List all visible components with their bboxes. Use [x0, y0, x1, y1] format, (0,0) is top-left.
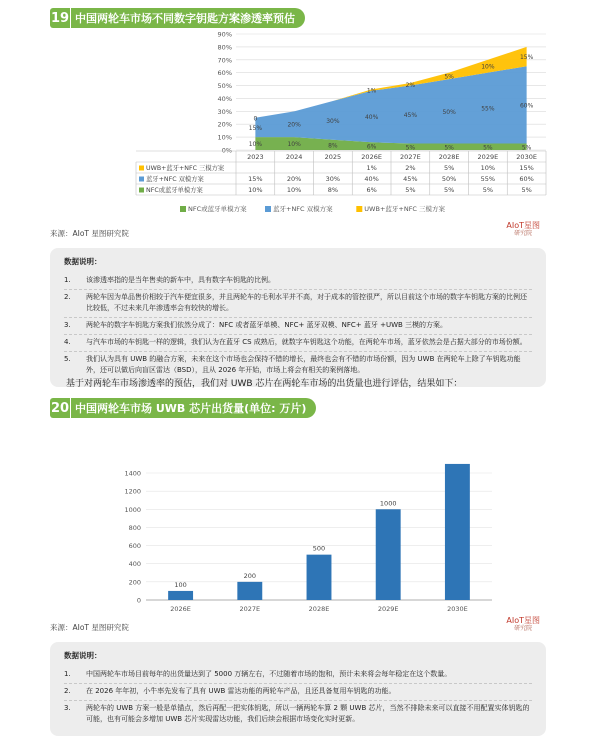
x-category-label: 2025	[324, 153, 342, 161]
x-category-label: 2028E	[438, 153, 460, 161]
legend-label: NFC或蓝牙单模方案	[188, 205, 247, 213]
data-notes-2	[50, 642, 546, 736]
table-cell: 5%	[405, 186, 416, 194]
note-item	[64, 684, 532, 701]
y-tick-label: 200	[128, 578, 141, 587]
brand-logo-2	[506, 617, 540, 632]
bar	[376, 509, 401, 600]
y-tick-label: 50%	[217, 82, 232, 91]
bar	[307, 555, 332, 600]
area-data-label: 60%	[519, 102, 534, 110]
note-text: 在 2026 年年初，小牛率先发布了具有 UWB 雷达功能的两轮车产品，且还具备复用车钥匙的功能。	[86, 687, 396, 695]
x-category-label: 2027E	[239, 605, 261, 613]
note-item	[64, 290, 532, 318]
note-number: 2.	[64, 293, 71, 301]
area-data-label: 20%	[287, 121, 301, 129]
table-row-label: UWB+蓝牙+NFC 三模方案	[146, 165, 225, 172]
table-row-label: 蓝牙+NFC 双模方案	[146, 176, 204, 183]
logo-text: AIoT星图	[506, 221, 540, 230]
note-item	[64, 701, 532, 728]
table-cell: 5%	[443, 164, 455, 172]
legend-key	[139, 188, 144, 193]
notes-heading: 数据说明：	[64, 651, 102, 660]
y-tick-label: 80%	[217, 43, 232, 52]
table-cell: 10%	[480, 164, 496, 172]
y-tick-label: 1200	[124, 487, 141, 496]
logo-text: AIoT星图	[506, 616, 540, 625]
x-category-label: 2030E	[447, 605, 468, 613]
notes-heading: 数据说明：	[64, 257, 102, 266]
table-cell: 5%	[521, 186, 532, 194]
note-text: 与汽车市场的车钥匙一样的逻辑，我们认为在蓝牙 CS 成熟后，就数字车钥匙这个功能，在两轮车市场，蓝牙依然会是占据大部分的市场份额。	[86, 338, 527, 346]
logo-subtext: 研究院	[514, 229, 533, 237]
notes-list	[64, 667, 532, 728]
y-tick-label: 800	[128, 523, 141, 532]
area-data-label: 10%	[287, 141, 301, 149]
legend-key	[139, 166, 144, 171]
legend-swatch	[356, 206, 362, 212]
table-cell: 1%	[366, 164, 377, 172]
area-data-label: 15%	[519, 54, 534, 62]
shipment-bar-chart	[100, 415, 500, 625]
x-category-label: 2026E	[170, 605, 191, 613]
table-cell: 10%	[248, 186, 263, 194]
area-data-label: 5%	[405, 144, 416, 152]
figure-title: 中国两轮车市场不同数字钥匙方案渗透率预估	[71, 8, 305, 28]
note-number: 2.	[64, 687, 71, 695]
notes-list	[64, 273, 532, 379]
data-notes-1	[50, 248, 546, 387]
figure-20-source: 来源：AIoT 星图研究院	[50, 623, 129, 632]
note-number: 4.	[64, 338, 71, 346]
x-category-label: 2028E	[308, 605, 330, 613]
area-data-label: 55%	[481, 105, 495, 113]
x-category-label: 2029E	[477, 153, 499, 161]
note-number: 3.	[64, 704, 71, 712]
area-data-label: 5%	[444, 144, 454, 152]
area-data-label: 6%	[366, 143, 377, 151]
table-cell: 15%	[519, 164, 534, 172]
brand-logo	[506, 222, 540, 237]
table-cell: 2%	[405, 164, 416, 172]
table-cell: 8%	[327, 186, 339, 194]
note-number: 5.	[64, 355, 71, 363]
y-tick-label: 30%	[217, 107, 232, 116]
note-item	[64, 318, 532, 335]
table-cell: 6%	[366, 186, 377, 194]
area-data-label: 2%	[405, 81, 416, 89]
figure-19-header	[50, 8, 305, 28]
bar-value-label: 200	[243, 571, 257, 580]
figure-title: 中国两轮车市场 UWB 芯片出货量(单位: 万片)	[71, 398, 316, 418]
table-cell: 10%	[286, 186, 302, 194]
bar-value-label: 1000	[379, 499, 397, 508]
area-data-label: 45%	[403, 112, 418, 120]
y-tick-label: 90%	[217, 30, 232, 39]
table-cell: 30%	[325, 175, 341, 183]
bar	[445, 464, 470, 600]
note-item	[64, 273, 532, 290]
note-text: 两轮车的 UWB 方案一般是单锚点，然后再配一把实体钥匙，所以一辆两轮车算 2 颗 UWB 芯片，当然不排除未来可以直接不用配置实体钥匙的可能，也有可能会多增加 UWB 芯片实现雷达功能，我们后续会根据市场变化实时更新。	[86, 704, 530, 723]
area-data-label: 0	[253, 115, 258, 123]
table-cell: 20%	[286, 175, 302, 183]
table-cell: 15%	[248, 175, 263, 183]
y-tick-label: 40%	[217, 94, 232, 103]
legend-label: UWB+蓝牙+NFC 三模方案	[364, 205, 446, 213]
note-text: 我们认为具有 UWB 的融合方案，未来在这个市场也会保持不错的增长，最终也会有不错的市场份额，因为 UWB 在两轮车上除了车钥匙功能外，还可以做后向盲区雷达（BSD），且从 2026 年开始，市场上将会有相关的案例落地。	[86, 355, 521, 374]
note-text: 该渗透率指的是当年售卖的新车中，具有数字车钥匙的比例。	[86, 276, 275, 284]
x-category-label: 2023	[247, 153, 264, 161]
note-item	[64, 335, 532, 352]
table-cell: 5%	[482, 186, 494, 194]
area-data-label: 5%	[521, 144, 532, 152]
area-data-label: 30%	[326, 117, 340, 125]
area-data-label: 40%	[364, 113, 379, 121]
area-data-label: 10%	[248, 141, 263, 149]
table-cell: 45%	[403, 175, 418, 183]
note-item	[64, 667, 532, 684]
area-data-label: 5%	[483, 144, 493, 152]
note-number: 1.	[64, 276, 71, 284]
y-tick-label: 10%	[217, 133, 232, 142]
figure-19-source: 来源：AIoT 星图研究院	[50, 229, 129, 238]
x-category-label: 2030E	[516, 153, 537, 161]
y-tick-label: 0%	[221, 146, 232, 155]
x-category-label: 2029E	[377, 605, 399, 613]
penetration-area-chart	[40, 30, 600, 225]
legend-swatch	[180, 206, 186, 212]
y-tick-label: 20%	[217, 120, 232, 129]
note-number: 1.	[64, 670, 71, 678]
y-tick-label: 1000	[124, 505, 141, 514]
bar-value-label: 100	[174, 580, 187, 589]
note-number: 3.	[64, 321, 71, 329]
legend-key	[139, 177, 144, 182]
note-text: 两轮车因为单品售价相较于汽车便宜很多，并且两轮车的毛利水平并不高，对于成本的管控很严，所以目前这个市场的数字车钥匙方案的比例还比较低，不过未来几年渗透率会有较快的增长。	[86, 293, 527, 312]
table-cell: 55%	[480, 175, 496, 183]
y-tick-label: 0	[136, 596, 141, 605]
y-tick-label: 70%	[217, 56, 232, 65]
area-data-label: 50%	[442, 108, 456, 116]
intro-paragraph: 基于对两轮车市场渗透率的预估，我们对 UWB 芯片在两轮车市场的出货量也进行评估，结果如下：	[66, 379, 463, 389]
area-data-label: 10%	[481, 63, 495, 71]
note-text: 中国两轮车市场目前每年的出货量达到了 5000 万辆左右，不过随着市场的饱和，预计未来将会每年稳定在这个数量。	[86, 670, 452, 678]
table-cell: 60%	[519, 175, 534, 183]
y-tick-label: 1400	[124, 469, 141, 478]
table-cell: 5%	[443, 186, 455, 194]
y-tick-label: 400	[128, 560, 141, 569]
area-data-label: 8%	[328, 142, 338, 150]
bar	[168, 591, 193, 600]
table-cell: 40%	[364, 175, 379, 183]
x-category-label: 2026E	[361, 153, 382, 161]
logo-subtext: 研究院	[514, 624, 533, 632]
bar	[237, 582, 262, 600]
table-cell: 50%	[441, 175, 457, 183]
y-tick-label: 600	[128, 542, 141, 551]
area-data-label: 5%	[444, 73, 454, 81]
note-text: 两轮车的数字车钥匙方案我们依然分成了：NFC 或者蓝牙单模、NFC+ 蓝牙双模、NFC+ 蓝牙 +UWB 三模的方案。	[86, 321, 448, 329]
legend-label: 蓝牙+NFC 双模方案	[273, 205, 333, 213]
table-row-label: NFC或蓝牙单模方案	[146, 187, 203, 194]
y-tick-label: 60%	[217, 69, 232, 78]
bar-value-label: 500	[312, 544, 326, 553]
area-data-label: 15%	[248, 124, 263, 132]
area-data-label: 1%	[366, 87, 377, 95]
note-item	[64, 352, 532, 379]
figure-number: 19	[50, 8, 70, 28]
legend-swatch	[265, 206, 271, 212]
figure-number: 20	[50, 398, 70, 418]
x-category-label: 2027E	[400, 153, 421, 161]
x-category-label: 2024	[285, 153, 303, 161]
